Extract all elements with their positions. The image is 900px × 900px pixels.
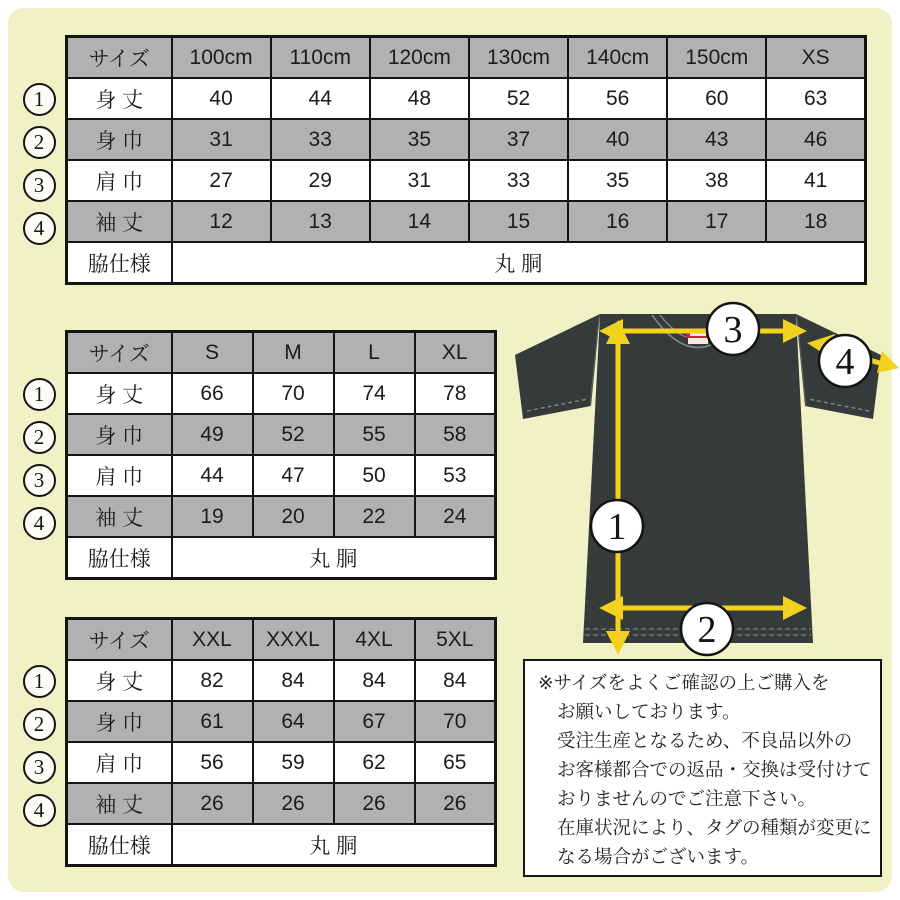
circled-row-number: 2 — [23, 708, 56, 741]
circled-row-number: 2 — [23, 126, 56, 159]
measurement-value: 44 — [271, 78, 370, 119]
measurement-label: 身 丈 — [67, 660, 172, 701]
measurement-value: 31 — [172, 119, 271, 160]
measurement-value: 26 — [415, 783, 496, 824]
purchase-notice-box — [523, 659, 882, 877]
measurement-value: 64 — [253, 701, 334, 742]
size-column-header: XXL — [172, 619, 253, 661]
row-badge-slot — [22, 746, 56, 789]
measurement-label: 身 丈 — [67, 373, 172, 414]
measurement-value: 61 — [172, 701, 253, 742]
side-spec-label: 脇仕様 — [67, 537, 172, 579]
measurement-value: 13 — [271, 201, 370, 242]
measurement-value: 26 — [172, 783, 253, 824]
measurement-value: 70 — [415, 701, 496, 742]
tshirt-measurement-diagram — [500, 298, 900, 660]
row-badge-slot — [22, 789, 56, 832]
measurement-label: 袖 丈 — [67, 201, 172, 242]
measurement-label: 身 丈 — [67, 78, 172, 119]
row-badge-slot — [22, 660, 56, 703]
measurement-value: 47 — [253, 455, 334, 496]
row-badges-adult — [22, 373, 56, 545]
measurement-value: 48 — [370, 78, 469, 119]
measurement-value: 78 — [415, 373, 496, 414]
marker-shoulder-width — [707, 303, 759, 355]
size-column-header: 140cm — [568, 37, 667, 79]
size-column-header: 5XL — [415, 619, 496, 661]
measurement-value: 60 — [667, 78, 766, 119]
measurement-value: 70 — [253, 373, 334, 414]
marker-body-width — [681, 603, 733, 655]
measurement-value: 84 — [334, 660, 415, 701]
measurement-value: 24 — [415, 496, 496, 537]
measurement-label: 袖 丈 — [67, 783, 172, 824]
side-spec-row — [67, 824, 496, 866]
size-column-header: XXXL — [253, 619, 334, 661]
size-column-header: 100cm — [172, 37, 271, 79]
measurement-value: 16 — [568, 201, 667, 242]
notice-line: お願いしております。 — [557, 701, 741, 722]
row-badge-slot — [22, 416, 56, 459]
size-column-header: 150cm — [667, 37, 766, 79]
measurement-value: 17 — [667, 201, 766, 242]
measurement-row — [67, 742, 496, 783]
circled-row-number: 2 — [23, 421, 56, 454]
size-column-header: S — [172, 332, 253, 374]
measurement-row — [67, 660, 496, 701]
side-spec-value: 丸 胴 — [172, 824, 496, 866]
measurement-value: 35 — [370, 119, 469, 160]
side-spec-value: 丸 胴 — [172, 242, 866, 284]
row-badge-slot — [22, 373, 56, 416]
size-table-kids — [65, 35, 867, 285]
measurement-value: 14 — [370, 201, 469, 242]
measurement-value: 52 — [469, 78, 568, 119]
measurement-value: 20 — [253, 496, 334, 537]
circled-row-number: 1 — [23, 665, 56, 698]
measurement-value: 27 — [172, 160, 271, 201]
circled-row-number: 4 — [23, 794, 56, 827]
marker-body-length — [591, 500, 643, 552]
marker-sleeve-length — [819, 335, 871, 387]
measurement-value: 67 — [334, 701, 415, 742]
measurement-value: 40 — [568, 119, 667, 160]
row-badge-slot — [22, 703, 56, 746]
row-badges-big — [22, 660, 56, 832]
row-badge-slot — [22, 207, 56, 250]
measurement-value: 33 — [469, 160, 568, 201]
measurement-row — [67, 414, 496, 455]
row-badge-slot — [22, 502, 56, 545]
measurement-value: 58 — [415, 414, 496, 455]
measurement-label: 身 巾 — [67, 119, 172, 160]
measurement-row — [67, 373, 496, 414]
row-badges-kids — [22, 78, 56, 250]
measurement-value: 49 — [172, 414, 253, 455]
measurement-value: 26 — [253, 783, 334, 824]
measurement-value: 52 — [253, 414, 334, 455]
measurement-value: 31 — [370, 160, 469, 201]
measurement-value: 46 — [766, 119, 865, 160]
measurement-label: 身 巾 — [67, 701, 172, 742]
size-column-header: XL — [415, 332, 496, 374]
row-badge-slot — [22, 459, 56, 502]
measurement-value: 53 — [415, 455, 496, 496]
circled-row-number: 3 — [23, 169, 56, 202]
size-column-header: 120cm — [370, 37, 469, 79]
measurement-value: 84 — [415, 660, 496, 701]
measurement-value: 43 — [667, 119, 766, 160]
measurement-value: 82 — [172, 660, 253, 701]
notice-line: 受注生産となるため、不良品以外の — [557, 730, 853, 751]
measurement-value: 56 — [568, 78, 667, 119]
side-spec-value: 丸 胴 — [172, 537, 496, 579]
size-table-big — [65, 617, 497, 867]
measurement-row — [67, 119, 866, 160]
measurement-value: 35 — [568, 160, 667, 201]
size-column-header: M — [253, 332, 334, 374]
measurement-row — [67, 160, 866, 201]
size-table-adult — [65, 330, 497, 580]
side-spec-label: 脇仕様 — [67, 242, 172, 284]
measurement-label: 肩 巾 — [67, 160, 172, 201]
measurement-row — [67, 455, 496, 496]
svg-text:2: 2 — [697, 609, 717, 651]
size-column-header: L — [334, 332, 415, 374]
measurement-value: 41 — [766, 160, 865, 201]
measurement-row — [67, 78, 866, 119]
measurement-value: 26 — [334, 783, 415, 824]
notice-line: おりませんのでご注意下さい。 — [557, 788, 817, 809]
row-badge-slot — [22, 164, 56, 207]
measurement-value: 62 — [334, 742, 415, 783]
circled-row-number: 3 — [23, 464, 56, 497]
size-column-header: XS — [766, 37, 865, 79]
measurement-row — [67, 701, 496, 742]
side-spec-label: 脇仕様 — [67, 824, 172, 866]
measurement-value: 37 — [469, 119, 568, 160]
svg-text:1: 1 — [607, 506, 627, 548]
size-column-header: 110cm — [271, 37, 370, 79]
measurement-row — [67, 496, 496, 537]
measurement-value: 65 — [415, 742, 496, 783]
measurement-row — [67, 783, 496, 824]
notice-line: なる場合がございます。 — [557, 846, 760, 867]
measurement-value: 59 — [253, 742, 334, 783]
circled-row-number: 4 — [23, 507, 56, 540]
measurement-label: 身 巾 — [67, 414, 172, 455]
measurement-label: 袖 丈 — [67, 496, 172, 537]
measurement-value: 63 — [766, 78, 865, 119]
svg-text:4: 4 — [835, 341, 855, 383]
size-header-label: サイズ — [67, 332, 172, 374]
measurement-value: 66 — [172, 373, 253, 414]
measurement-label: 肩 巾 — [67, 455, 172, 496]
measurement-value: 84 — [253, 660, 334, 701]
measurement-value: 74 — [334, 373, 415, 414]
measurement-row — [67, 201, 866, 242]
measurement-value: 19 — [172, 496, 253, 537]
side-spec-row — [67, 537, 496, 579]
row-badge-slot — [22, 78, 56, 121]
measurement-value: 29 — [271, 160, 370, 201]
notice-line: 在庫状況により、タグの種類が変更に — [557, 817, 872, 838]
tshirt-left-sleeve — [515, 314, 600, 419]
measurement-value: 56 — [172, 742, 253, 783]
measurement-value: 50 — [334, 455, 415, 496]
row-badge-slot — [22, 121, 56, 164]
circled-row-number: 3 — [23, 751, 56, 784]
measurement-value: 40 — [172, 78, 271, 119]
circled-row-number: 1 — [23, 83, 56, 116]
measurement-value: 44 — [172, 455, 253, 496]
measurement-value: 15 — [469, 201, 568, 242]
size-column-header: 4XL — [334, 619, 415, 661]
measurement-label: 肩 巾 — [67, 742, 172, 783]
circled-row-number: 1 — [23, 378, 56, 411]
size-header-label: サイズ — [67, 37, 172, 79]
side-spec-row — [67, 242, 866, 284]
notice-line: お客様都合での返品・交換は受付けて — [557, 759, 872, 780]
measurement-value: 55 — [334, 414, 415, 455]
measurement-value: 33 — [271, 119, 370, 160]
arrowhead-4-right-icon — [877, 351, 899, 373]
notice-line: ※サイズをよくご確認の上ご購入を — [538, 672, 830, 693]
size-column-header: 130cm — [469, 37, 568, 79]
svg-text:3: 3 — [723, 309, 743, 351]
measurement-value: 22 — [334, 496, 415, 537]
measurement-value: 38 — [667, 160, 766, 201]
measurement-value: 12 — [172, 201, 271, 242]
measurement-value: 18 — [766, 201, 865, 242]
circled-row-number: 4 — [23, 212, 56, 245]
size-header-label: サイズ — [67, 619, 172, 661]
